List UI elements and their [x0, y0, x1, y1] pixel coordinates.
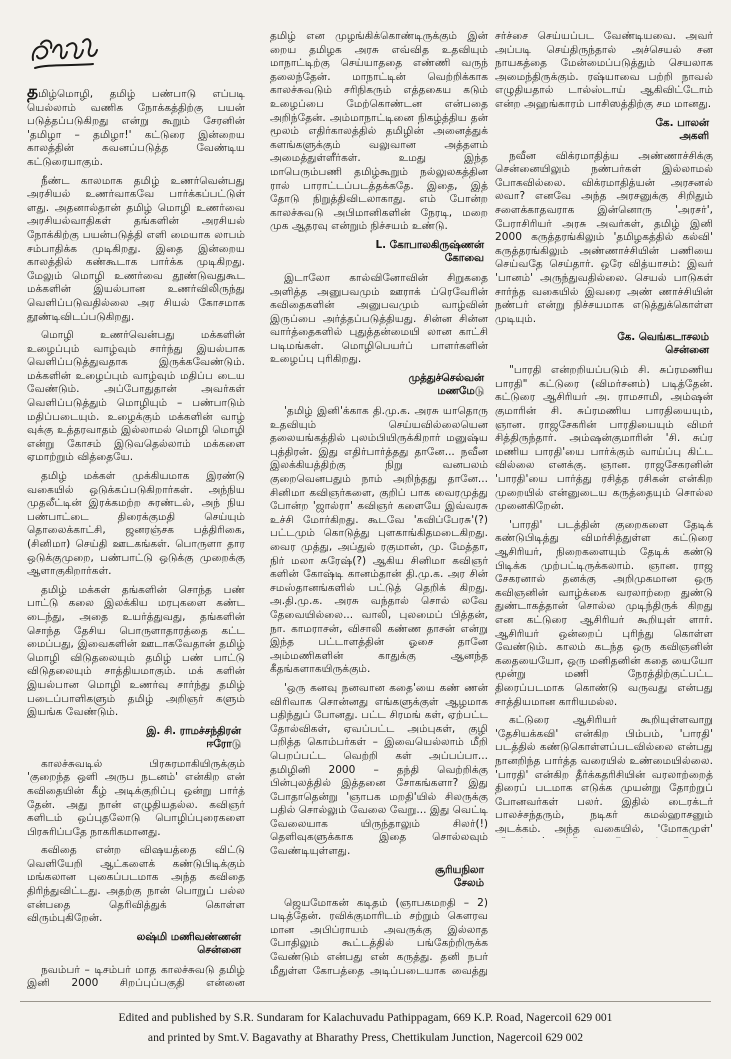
letter-paragraph: மொழி உணர்வென்பது மக்களின் உழைப்பும் வாழ்வும் சார்ந்து இயல்பாக வெளிப்படுத்துவதாக இருக்கவேண்டும். மக்களின் உழைப்பும் வாழ்வும் மதிப்ப டைய வேண்டும். அப்போதுதான் அவர்கள் வெளிப்படுத்தும் மொழியும் – பண்பாடும் மதிப்படையும். உழைக்கும் மக்களின் வாழ் வுக்கு உத்தரவாதம் இல்லாமல் மொழி மொழி என்று கோசம் இடுவதெல்லாம் மக்களை ஏமாற்றும் வித்தையே. — [27, 329, 245, 464]
letter-signature: முத்துச்செல்வன் — [408, 372, 484, 385]
letter-place: கோவை — [444, 251, 484, 264]
letter-paragraph: காலச்சுவடில் பிரசுரமாகியிருக்கும் 'குறைந்த ஒளி அருப நடனம்' என்கிற என் கவிதையின் கீழ் அடிக்குறிப்பு ஒன்று பார்த் தேன். அது நான் எழுதியதல்ல. கவிஞர் களிடம் ஒப்புதலோடு பொழிப்புரைகளை பிரசுரிப்பதே நாகரிகமானது. — [27, 757, 245, 838]
letter-paragraph: தமிழ் என முழங்கிக்கொண்டிருக்கும் இன் றைய தமிழக அரசு எவ்வித உதவியும் மாநாட்டிற்கு செய்யாததை எண்ணி வருந் தலைந்தேன். மாநாட்டின் வெற்றிக்காக காலச்சுவடும் சரிநிகரும் எத்தகைய கடும் உழைப்பை மேற்கொண்டன என்பதை அறிந்தேன். அம்மாநாட்டினை நிகழ்த்திய தன் மூலம் எதிர்காலத்தில் தமிழின் அனைத்துக் களங்களுக்கும் வலுவான அத்தளம் அமைத்துள்ளீர்கள். உமது இந்த மாபெரும்பணி தமிழ்கூறும் நல்லுலகத்தின ரால் பாராட்டப்படத்தக்கதே. இதை, இத் தோடு நிறுத்திவிடலாகாது. எம் போன்ற காலச்சுவடு அபிமானிகளின் நேரடி, மறை முக ஆதரவு என்றும் நிச்சயம் உண்டு. — [270, 30, 488, 233]
imprint-footer — [0, 1008, 731, 1048]
letter-place: மணமேடு — [437, 385, 484, 398]
letter-paragraph: 'தமிழ் இனி'க்காக தி.மு.க. அரசு யாதொரு உதவியும் செய்யவில்லையென தலையங்கத்தில் புலம்பியிருக்கிறார் மனுஷ்ய புத்திரன். இது எதிர்பார்த்தது தானே... நவீன இலக்கியத்திற்கு நிறு வனபலம் குறைவெனபதும் நாம் அறிந்தது தானே... சினிமா கவிஞர்களை, குறிப் பாக வைரமுத்து போன்ற 'ஜால்ரா' கவிஞர் களையே இவ்வரசு உச்சி மோர்கிறது. கூடவே 'கவிப்பேரசு'(?) பட்டமும் கொடுத்து புளகாங்கிதமடைகிறது. வைர முத்து, அப்துல் ரகுமான், மு. மேத்தா, நிர் மலா சுரேஷ்(?) ஆகிய சினிமா கவிஞர் களின் கோஷ்டி கானம்தான் தி.மு.க. அர சின் சமஸ்தானங்களில் பட்டுத் தெறிக் கிறது. அ.தி.மு.க. அரசு வந்தால் சொல் லவே தேவையில்லை... வாலி, புலமைப் பித்தன், நா. காமராசன், விசாலி கண்ண தாசன் என்று இந்த பட்டாளத்தின் ஓசை தானே அம்மணிகளின் காதுக்கு ஆனந்த கீதங்களாகயிருக்கும். — [270, 405, 488, 676]
letter-paragraph: "பாரதி என்றறியப்படும் சி. சுப்ரமணிய பாரதி" கட்டுரை (விமர்சனம்) படித்தேன். கட்டுரை ஆசிரியர் அ. ராமசாமி, அம்ஷன் குமாரின் சி. சுப்ரமணிய பாரதியையும், ஞான. ராஜசேகரின் பாரதியையும் விமர் சித்திருந்தார். அம்ஷன்குமாரின் 'சி. சுப்ர மணிய பாரதி'யை பார்க்கும் வாய்ப்பு கிட்ட வில்லை எனக்கு. ஞான. ராஜசேகரனின் 'பாரதி'யை பார்த்து ரசித்த ரசிகன் என்கிற முறையில் என்னுடைய கருத்தையும் சொல்ல முனைகிறேன். — [495, 364, 713, 513]
calligraphy-logo-icon — [27, 30, 101, 78]
letter-signature: சூரியநிலா — [435, 863, 484, 876]
letter-paragraph: ஜெயமோகன் கடிதம் (ஞாபகமறதி – 2) படித்தேன். ரவிக்குமாரிடம் சற்றும் கௌரவ மான அபிப்ராயம் அவருக்கு இல்லாத போதிலும் கூட்டத்தில் பங்கேற்றிருக்க வேண்டும் என்பது என் கருத்து. தனி நபர் மீதுள்ள கோபத்தை அடிப்படையாக வைத்து — [270, 896, 488, 977]
letter-paragraph: கட்டுரை ஆசிரியர் கூறியுள்ளவாறு 'தேசியக்கவி' என்கிற பிம்பம், 'பாரதி' படத்தில் கண்டுகொள்ளப்படவில்லை என்பது நானறிந்த பார்த்த வரையில் உண்மையில்லை. 'பாரதி' என்கிற தீர்க்கதரிசியின் வரலாற்றைத் திரைப் படமாக எடுக்க முயன்று தோற்றுப் போனவர்கள் பலர். இதில் டைரக்டர் பாலச்சந்தரும், நடிகர் கமல்ஹாசனும் அடக்கம். அந்த வகையில், 'மோகமுள்' — [495, 714, 713, 835]
letter-paragraph: 'பாரதி' படத்தின் குறைகளை தேடிக் கண்டுபிடித்து விமர்சித்துள்ள கட்டுரை ஆசிரியர், நிறைகளையும் தேடிக் கண்டு பிடிக்க முற்பட்டிருக்கலாம். ஞான. ராஜ சேகரனால் தனக்கு அறிமுகமான ஒரு கவிஞனின் வாழ்க்கை வரலாற்றை துண்டு துண்டாகத்தான் சொல்ல முடிந்திருக் கிறது என கட்டுரை ஆசிரியர் கூறியுள் ளார். ஆசிரியர் ஒன்றைப் புரிந்து கொள்ள வேண்டும். காலம் கடந்த ஒரு கவிஞனின் கதையையோ, ஒரு மனிதனின் கதை யையோ மூன்று மணி நேரத்திற்குட்பட்ட திரைப்படமாக கொண்டு வருவது என்பது சாத்தியமான காரியமல்ல. — [495, 518, 713, 708]
letter-paragraph: சர்ச்சை செய்யப்பட வேண்டியவை. அவர் அப்படி செய்திருந்தால் அச்செயல் சன நாயகத்தை மேன்மைப்படுத்தும் செயலாக அமைந்திருக்கும். ரஷ்யாவை பற்றி நாவல் எழுதியதால் டால்ஸ்டாய் ஆகிவிட்டோம் என்ற அஹங்காரம் பாசிஸத்திற்கு சம மானது. — [495, 30, 713, 110]
letter-paragraph: கவிதை என்ற விஷயத்தை விட்டு வெளியேறி ஆட்களைக் கண்டுபிடிக்கும் மங்கலான புகைப்படமாக அந்த கவிதை திரிந்துவிட்டது. அதற்கு நான் பொறுப் பல்ல என்பதை தெரிவித்துக் கொள்ள விரும்புகிறேன். — [27, 844, 245, 925]
footer-divider — [20, 1001, 711, 1002]
column-right — [495, 30, 713, 838]
section-logo — [27, 30, 245, 80]
letter-paragraph: தமிழ் மக்கள் தங்களின் சொந்த பண் பாட்டு கலை இலக்கிய மரபுகளை கண்ட டைந்து, அதை உயர்த்துவது, தங்களின் சொந்த தேசிய பொருளாதாரத்தை கட்ட மைப்பது, இவைகளின் ஊடாகவேதான் தமிழ் மொழி விடுதலையும் தமிழ் பண் பாட்டு விடுதலையும் சாத்தியமாகும். மக் களின் இயல்பான மொழி உணர்வு சார்ந்து தமிழ் படைப்பாளிகளும் தமிழ் அறிஞர் களும் இயங்க வேண்டும். — [27, 583, 245, 719]
letter-signature: கே. பாலன் — [655, 116, 709, 129]
letter-place: சேலம் — [453, 876, 484, 889]
letter-signature: L. கோபாலகிருஷ்ணன் — [375, 238, 484, 251]
letter-paragraph: தமிழ்மொழி, தமிழ் பண்பாடு எப்படி யெல்லாம் வணிக நோக்கத்திற்கு பயன் படுத்தப்படுகிறது என்று கூறும் சேரனின் 'தமிழா – தமிழா!' கட்டுரை இன்றைய காலத்தின் கவனப்படுத்த வேண்டிய கட்டுரையாகும். — [27, 82, 245, 168]
letter-place: சென்னை — [665, 344, 709, 357]
letter-place: சென்னை — [197, 943, 241, 956]
letter-signature: இ. சி. ராமச்சந்திரன் — [146, 724, 241, 737]
imprint-line: Edited and published by S.R. Sundaram for Kalachuvadu Pathippagam, 669 K.P. Road, Nagercoil 629 001 — [118, 1011, 613, 1024]
letter-signature: கே. வெங்கடாசலம் — [617, 331, 709, 344]
letter-paragraph: நவீன விக்ரமாதித்ய அண்ணாச்சிக்கு சென்னையிலும் நண்பர்கள் இல்லாமல் போகவில்லை. விக்ரமாதித்யன் அரசனல் லவா? எனவே அந்த அரசனுக்கு சிறிதும் சளைக்காதவராக இன்னொரு 'அரசர்', பேராசிரியர் அரசு அவர்கள், தமிழ் இனி 2000 கருத்தரங்கிலும் 'தமிழகத்தில் கல்வி' கருத்தரங்கிலும் அண்ணாச்சியின் பணியை செய்வதே செய்தார். ஒரே வித்யாசம்: இவர் 'பானம்' அருந்துவதில்லை. செயல் பாடுகள் சார்ந்த வகையில் இவரை அண் ணாச்சியின் நண்பர் என்று நிச்சயமாக எடுத்துக்கொள்ள முடியும். — [495, 149, 713, 325]
imprint-line: and printed by Smt.V. Bagavathy at Bharathy Press, Chettikulam Junction, Nagercoil 629 002 — [147, 1031, 584, 1044]
letter-paragraph: 'ஒரு கனவு நனவான கதை'யை கண் ணன் விரிவாக சொன்னது எங்களுக்குள் ஆழமாக பதிந்துப் போனது. பட்ட சிரமங் கள், ஏற்பட்ட தோல்விகள், ஏவப்பட்ட அம்புகள், குழி பறித்த கொம்பர்கள் – இவையெல்லாம் மீறி பெறப்பட்ட வெற்றி கள் அப்பப்பா... தமிழினி 2000 – தந்தி வெற்றிக்கு பின்புலத்தில் இத்தனை சோகங்களா? இது போதாதென்று 'ஞாபக மறதி'யில் சிலருக்கு பதில் சொல்லும் வேலை வேறு... இது வெட்டி வேலையாக யிருந்தாலும் சிலர்(!) தெளிவுகளுக்காக இதை சொல்லவும் வேண்டியுள்ளது. — [270, 681, 488, 858]
letter-place: அகளி — [679, 129, 709, 142]
column-left — [27, 30, 245, 990]
letter-paragraph: தமிழ் மக்கள் முக்கியமாக இரண்டு வகையில் ஒடுக்கப்படுகிறார்கள். அந்நிய முதலீட்டின் இரக்கமற்ற சுரண்டல், அந் நிய பண்பாட்டை திரைக்குமதி செய்யும் தொலைக்காட்சி, ஜனரஞ்சக பத்திரிகை, (சினிமா) செய்தி ஊடகங்கள். பொருளா தார ஒடுக்குமுறை, பண்பாட்டு ஒடுக்கு முறைக்கு ஆளாகுகிறார்கள். — [27, 470, 245, 578]
letter-signature: லஷ்மி மணிவண்ணன் — [136, 930, 241, 943]
letter-paragraph: நவம்பர் – டிசம்பர் மாத காலச்சுவடு தமிழ் இனி 2000 சிறப்புப்பகுதி என்னை — [27, 963, 245, 990]
column-middle — [270, 30, 488, 978]
drop-cap: த — [27, 82, 39, 102]
letter-paragraph: நீண்ட காலமாக தமிழ் உணர்வென்பது அரசியல் உணர்வாகவே பார்க்கப்பட்டுள் ளது. அதனால்தான் தமிழ் மொழி உணர்வை அரசியல்வாதிகள் தங்களின் அரசியல் நோக்கிற்கு பயன்படுத்தி எளி மையாக லாபம் சம்பாதிக்க முடிகிறது. இதை இன்றைய காலத்தில் கண்கூடாக பார்க்க முடிகிறது. மேலும் மொழி உணர்வை தூண்டுவதுகூட மக்களின் இயல்பான உணர்விலிருந்து வெளிப்படுவதில்லை அர சியல் கோசமாக தூண்டிவிடப்படுகிறது. — [27, 174, 245, 323]
letter-paragraph: இடாலோ கால்வினோவின் சிறுகதை அளித்த அனுபவமும் ஊராக் ப்ரெவேரின் கவிதைகளின் அனுபவமும் வாழ்வின் இருப்பை அர்த்தப்படுத்தியது. சின்ன சின்ன வார்த்தைகளில் புதுத்தன்மையி லான காட்சி படிமங்கள். மொழிபெயர்ப் பாளர்களின் உழைப்பு புரிகிறது. — [270, 271, 488, 366]
letter-place: ஈரோடு — [206, 737, 241, 750]
